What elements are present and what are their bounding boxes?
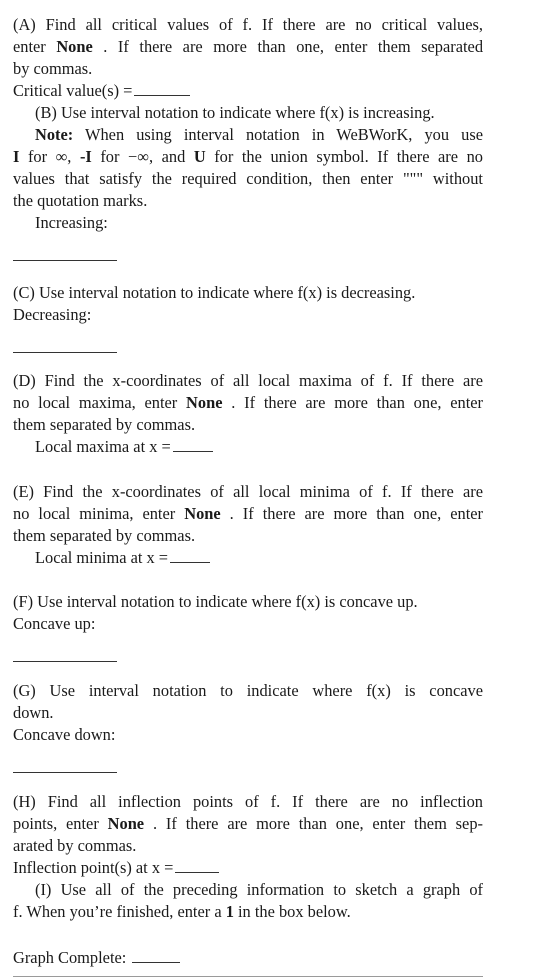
a-line-3: by commas.	[13, 59, 93, 78]
local-maxima-label: Local maxima at x =	[35, 437, 171, 456]
section-i	[13, 879, 483, 969]
section-d	[13, 370, 483, 458]
g-line-2: down.	[13, 703, 54, 722]
inflection-label: Inflection point(s) at x =	[13, 858, 174, 877]
section-g	[13, 680, 483, 773]
e-answer-row	[13, 547, 483, 569]
e-none-bold: None	[184, 504, 221, 523]
d-answer-row	[13, 436, 483, 458]
i-answer-row	[13, 947, 483, 969]
section-a	[13, 14, 483, 102]
d-line-3: them separated by commas.	[13, 415, 196, 434]
h-line-1: (H) Find all inflection points of f. If there are no inflection	[13, 792, 483, 811]
h-line-2: points, enter None . If there are more than one, enter them sep-	[13, 814, 483, 833]
section-c	[13, 282, 483, 353]
e-line-1: (E) Find the x-coordinates of all local minima of f. If there are	[13, 482, 483, 501]
decreasing-input[interactable]	[13, 352, 117, 353]
b-note-bold: Note:	[35, 125, 74, 144]
d-line-1: (D) Find the x-coordinates of all local maxima of f. If there are	[13, 371, 483, 390]
b-note-line: Note: When using interval notation in WeBWorK, you use	[35, 125, 483, 144]
decreasing-label: Decreasing:	[13, 305, 92, 324]
critical-values-input[interactable]	[134, 94, 190, 96]
concave-down-label: Concave down:	[13, 725, 116, 744]
graph-complete-input[interactable]	[132, 961, 180, 963]
d-line-2: no local maxima, enter None . If there are more than one, enter	[13, 393, 483, 412]
f-line-1: (F) Use interval notation to indicate where f(x) is concave up.	[13, 592, 418, 611]
i-line-1: (I) Use all of the preceding information to sketch a graph of	[35, 880, 483, 899]
a-line-1: (A) Find all critical values of f. If there are no critical values,	[13, 15, 483, 34]
a-line-2: enter None . If there are more than one, enter them separated	[13, 37, 484, 56]
increasing-input[interactable]	[13, 260, 117, 261]
h-none-bold: None	[107, 814, 145, 833]
a-answer-row	[13, 80, 483, 102]
graph-complete-label: Graph Complete:	[13, 948, 127, 967]
h-line-3: arated by commas.	[13, 836, 137, 855]
g-line-1: (G) Use interval notation to indicate where f(x) is concave	[13, 681, 483, 700]
section-e	[13, 481, 483, 569]
c-line-1: (C) Use interval notation to indicate where f(x) is decreasing.	[13, 283, 416, 302]
local-minima-input[interactable]	[170, 561, 210, 563]
local-minima-label: Local minima at x =	[35, 548, 169, 567]
section-f	[13, 591, 483, 662]
e-line-2: no local minima, enter None . If there are more than one, enter	[13, 504, 483, 523]
b-line-5: the quotation marks.	[13, 191, 148, 210]
d-none-bold: None	[186, 393, 223, 412]
b-line-1: (B) Use interval notation to indicate where f(x) is increasing.	[35, 103, 435, 122]
concave-up-label: Concave up:	[13, 614, 96, 633]
local-maxima-input[interactable]	[173, 450, 213, 452]
bottom-divider	[13, 976, 483, 977]
h-answer-row	[13, 857, 483, 879]
inflection-input[interactable]	[175, 871, 219, 873]
i-one-bold: 1	[225, 902, 234, 921]
critical-values-label: Critical value(s) =	[13, 81, 133, 100]
b-line-4: values that satisfy the required condition, then enter """ without	[13, 169, 483, 188]
e-line-3: them separated by commas.	[13, 526, 196, 545]
concave-up-input[interactable]	[13, 661, 117, 662]
b-line-3: I for ∞, -I for −∞, and U for the union symbol. If there are no	[13, 147, 483, 166]
i-line-2: f. When you’re finished, enter a 1 in the box below.	[13, 902, 351, 921]
section-b	[13, 102, 483, 261]
a-none-bold: None	[56, 37, 93, 56]
concave-down-input[interactable]	[13, 772, 117, 773]
increasing-label: Increasing:	[35, 213, 108, 232]
section-h	[13, 791, 483, 879]
